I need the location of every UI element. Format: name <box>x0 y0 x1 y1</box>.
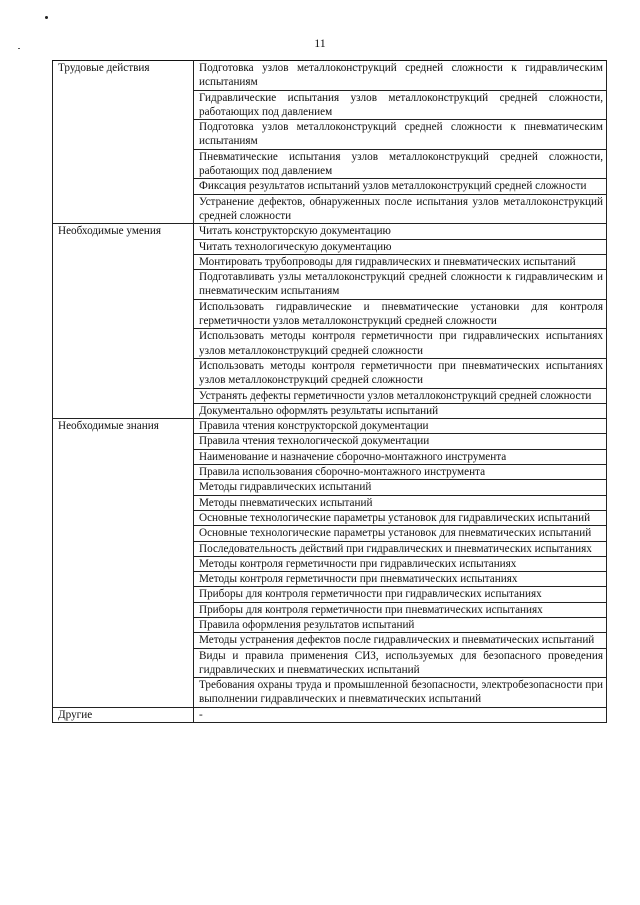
section-item <box>194 254 607 269</box>
section-item <box>194 61 607 91</box>
section-item-text: Правила оформления результатов испытаний <box>199 618 415 631</box>
table-row <box>53 61 607 91</box>
table-row <box>53 224 607 239</box>
section-item <box>194 572 607 587</box>
section-item-text: Устранение дефектов, обнаруженных после испытания узлов металлоконструкций средней сложности <box>199 195 603 222</box>
section-item-text: Методы пневматических испытаний <box>199 496 373 509</box>
section-item-text: Использовать методы контроля герметичности при пневматических испытаниях узлов металлоконструкций средней сложности <box>199 359 603 387</box>
section-item <box>194 617 607 632</box>
page-number: 11 <box>314 36 326 50</box>
section-item-text: Документально оформлять результаты испытаний <box>199 404 439 417</box>
section-item <box>194 465 607 480</box>
section-item-text: Приборы для контроля герметичности при пневматических испытаниях <box>199 603 543 616</box>
section-item-text: Использовать методы контроля герметичности при гидравлических испытаниях узлов металлоконструкций средней сложности <box>199 330 603 357</box>
section-item-text: Наименование и назначение сборочно-монтажного инструмента <box>199 450 507 463</box>
section-item-text: Читать конструкторскую документацию <box>199 225 391 238</box>
section-item <box>194 90 607 120</box>
scan-speck-top-left <box>45 16 48 19</box>
section-item-text: Правила использования сборочно-монтажного инструмента <box>199 466 486 479</box>
section-item <box>194 707 607 722</box>
table-row <box>53 419 607 434</box>
section-item <box>194 329 607 359</box>
section-item <box>194 419 607 434</box>
section-item <box>194 678 607 708</box>
section-item <box>194 179 607 194</box>
section-item-text: Устранять дефекты герметичности узлов металлоконструкций средней сложности <box>199 389 592 402</box>
section-item <box>194 495 607 510</box>
section-label-other: Другие <box>53 707 194 722</box>
section-item <box>194 239 607 254</box>
section-item <box>194 541 607 556</box>
section-label-required-skills: Необходимые умения <box>53 224 194 419</box>
section-item <box>194 648 607 678</box>
section-item-text: Фиксация результатов испытаний узлов металлоконструкций средней сложности <box>199 180 587 193</box>
section-item <box>194 510 607 525</box>
section-item-text: Подготовка узлов металлоконструкций средней сложности к пневматическим испытаниям <box>199 121 603 148</box>
section-item-text: Основные технологические параметры установок для гидравлических испытаний <box>199 511 591 524</box>
section-item <box>194 270 607 300</box>
section-item <box>194 480 607 495</box>
section-item <box>194 556 607 571</box>
section-item <box>194 587 607 602</box>
section-item <box>194 224 607 239</box>
section-item-text: Использовать гидравлические и пневматические установки для контроля герметичности узлов металлоконструкций средней сложности <box>199 300 603 328</box>
section-item-text: Пневматические испытания узлов металлоконструкций средней сложности, работающих под давлением <box>199 150 603 178</box>
section-item <box>194 602 607 617</box>
section-item <box>194 120 607 150</box>
section-item-text: Читать технологическую документацию <box>199 240 392 253</box>
section-item <box>194 149 607 179</box>
section-item-text: Основные технологические параметры установок для пневматических испытаний <box>199 527 592 540</box>
competency-table-body <box>53 61 607 723</box>
section-item-text: Методы гидравлических испытаний <box>199 481 372 494</box>
section-item-text: Приборы для контроля герметичности при гидравлических испытаниях <box>199 588 542 601</box>
competency-table <box>52 60 607 723</box>
section-item-text: Методы устранения дефектов после гидравлических и пневматических испытаний <box>199 634 595 647</box>
section-item <box>194 388 607 403</box>
section-item <box>194 403 607 418</box>
section-item <box>194 434 607 449</box>
section-label-required-knowledge: Необходимые знания <box>53 419 194 708</box>
section-item <box>194 633 607 648</box>
section-item-text: Гидравлические испытания узлов металлоконструкций средней сложности, работающих под давлением <box>199 91 603 118</box>
section-item-text: Подготовка узлов металлоконструкций средней сложности к гидравлическим испытаниям <box>199 62 603 89</box>
section-item-text: Последовательность действий при гидравлических и пневматических испытаниях <box>199 542 592 555</box>
section-item-text: Методы контроля герметичности при гидравлических испытаниях <box>199 557 517 570</box>
section-item <box>194 358 607 388</box>
section-item <box>194 194 607 224</box>
section-item-text: Подготавливать узлы металлоконструкций средней сложности к гидравлическим и пневматическим испытаниям <box>199 271 603 298</box>
section-item-text: Требования охраны труда и промышленной безопасности, электробезопасности при выполнении гидравлических и пневматических испытаний <box>199 679 603 706</box>
section-item <box>194 526 607 541</box>
section-item-text: Виды и правила применения СИЗ, используемых для безопасного проведения гидравлических и пневматических испытаний <box>199 649 603 676</box>
section-label-labor-actions: Трудовые действия <box>53 61 194 224</box>
table-row <box>53 707 607 722</box>
section-item <box>194 449 607 464</box>
section-item <box>194 299 607 329</box>
section-item-text: Правила чтения технологической документации <box>199 435 430 448</box>
section-item-text: Методы контроля герметичности при пневматических испытаниях <box>199 573 518 586</box>
section-item-text: Правила чтения конструкторской документации <box>199 420 429 433</box>
section-item-text: Монтировать трубопроводы для гидравлических и пневматических испытаний <box>199 255 576 268</box>
section-item-text: - <box>199 708 203 721</box>
